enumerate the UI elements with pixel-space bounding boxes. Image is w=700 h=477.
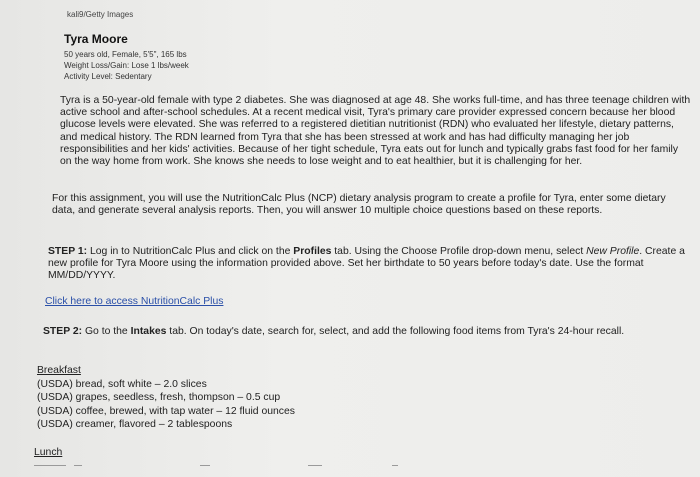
breakfast-heading: Breakfast xyxy=(37,365,81,376)
food-item: (USDA) bread, soft white – 2.0 slices xyxy=(37,378,207,390)
profile-name: Tyra Moore xyxy=(64,32,128,46)
cut-off-line xyxy=(392,465,398,466)
food-item: (USDA) coffee, brewed, with tap water – 12 fluid ounces xyxy=(37,405,295,417)
profiles-tab-ref: Profiles xyxy=(293,246,332,257)
breakfast-list xyxy=(37,364,295,432)
cut-off-line xyxy=(34,465,66,466)
food-item: (USDA) creamer, flavored – 2 tablespoons xyxy=(37,419,233,431)
step-1-instructions xyxy=(48,246,693,283)
food-item: (USDA) grapes, seedless, fresh, thompson – 0.5 cup xyxy=(37,392,281,404)
profile-weight-goal: Weight Loss/Gain: Lose 1 lbs/week xyxy=(64,61,189,70)
assignment-instructions: For this assignment, you will use the NutritionCalc Plus (NCP) dietary analysis program to create a profile for Tyra, enter some dietary data, and generate several analysis reports. Then, you will answer 10 multiple choice questions based on these reports. xyxy=(52,193,666,217)
image-credit: kali9/Getty Images xyxy=(67,10,134,19)
profile-card xyxy=(64,32,189,82)
step-1-text-c: . Create a new profile for Tyra Moore using the information provided above. Set her birthdate to 50 years before today's date. Use the format MM/DD/YYYY. xyxy=(48,246,685,282)
profile-activity: Activity Level: Sedentary xyxy=(64,72,152,81)
step-1-text-a: Log in to NutritionCalc Plus and click on the xyxy=(87,246,294,257)
step-2-instructions xyxy=(43,326,691,338)
cut-off-line xyxy=(200,465,210,466)
step-1-text-b: tab. Using the Choose Profile drop-down menu, select xyxy=(331,246,587,257)
cut-off-line xyxy=(308,465,322,466)
cut-off-line xyxy=(74,465,82,466)
nutritioncalc-link[interactable]: Click here to access NutritionCalc Plus xyxy=(45,296,224,307)
step-2-label: STEP 2: xyxy=(43,326,83,337)
intakes-tab-ref: Intakes xyxy=(130,326,167,337)
case-description: Tyra is a 50-year-old female with type 2 diabetes. She was diagnosed at age 48. She works full-time, and has three teenage children with active school and after-school schedules. At a recent medical visit, Tyra's primary care provider expressed concern because her blood glucose levels were elevated. She was referred to a registered dietitian nutritionist (RDN) who evaluated her lifestyle, dietary patterns, and medical history. The RDN learned from Tyra that she has been stressed at work and has had difficulty managing her job responsibilities and her kids' activities. Because of her tight schedule, Tyra eats out for lunch and typically grabs fast food for her family on the way home from work. She knows she needs to lose weight and to eat healthier, but it is challenging for her. xyxy=(60,95,691,168)
new-profile-ref: New Profile xyxy=(586,246,640,257)
step-1-label: STEP 1: xyxy=(48,246,88,257)
profile-details: 50 years old, Female, 5'5", 165 lbs xyxy=(64,50,187,59)
lunch-heading: Lunch xyxy=(34,447,63,458)
step-2-text-b: tab. On today's date, search for, select, and add the following food items from Tyra's 24-hour recall. xyxy=(166,326,625,337)
step-2-text-a: Go to the xyxy=(82,326,131,337)
